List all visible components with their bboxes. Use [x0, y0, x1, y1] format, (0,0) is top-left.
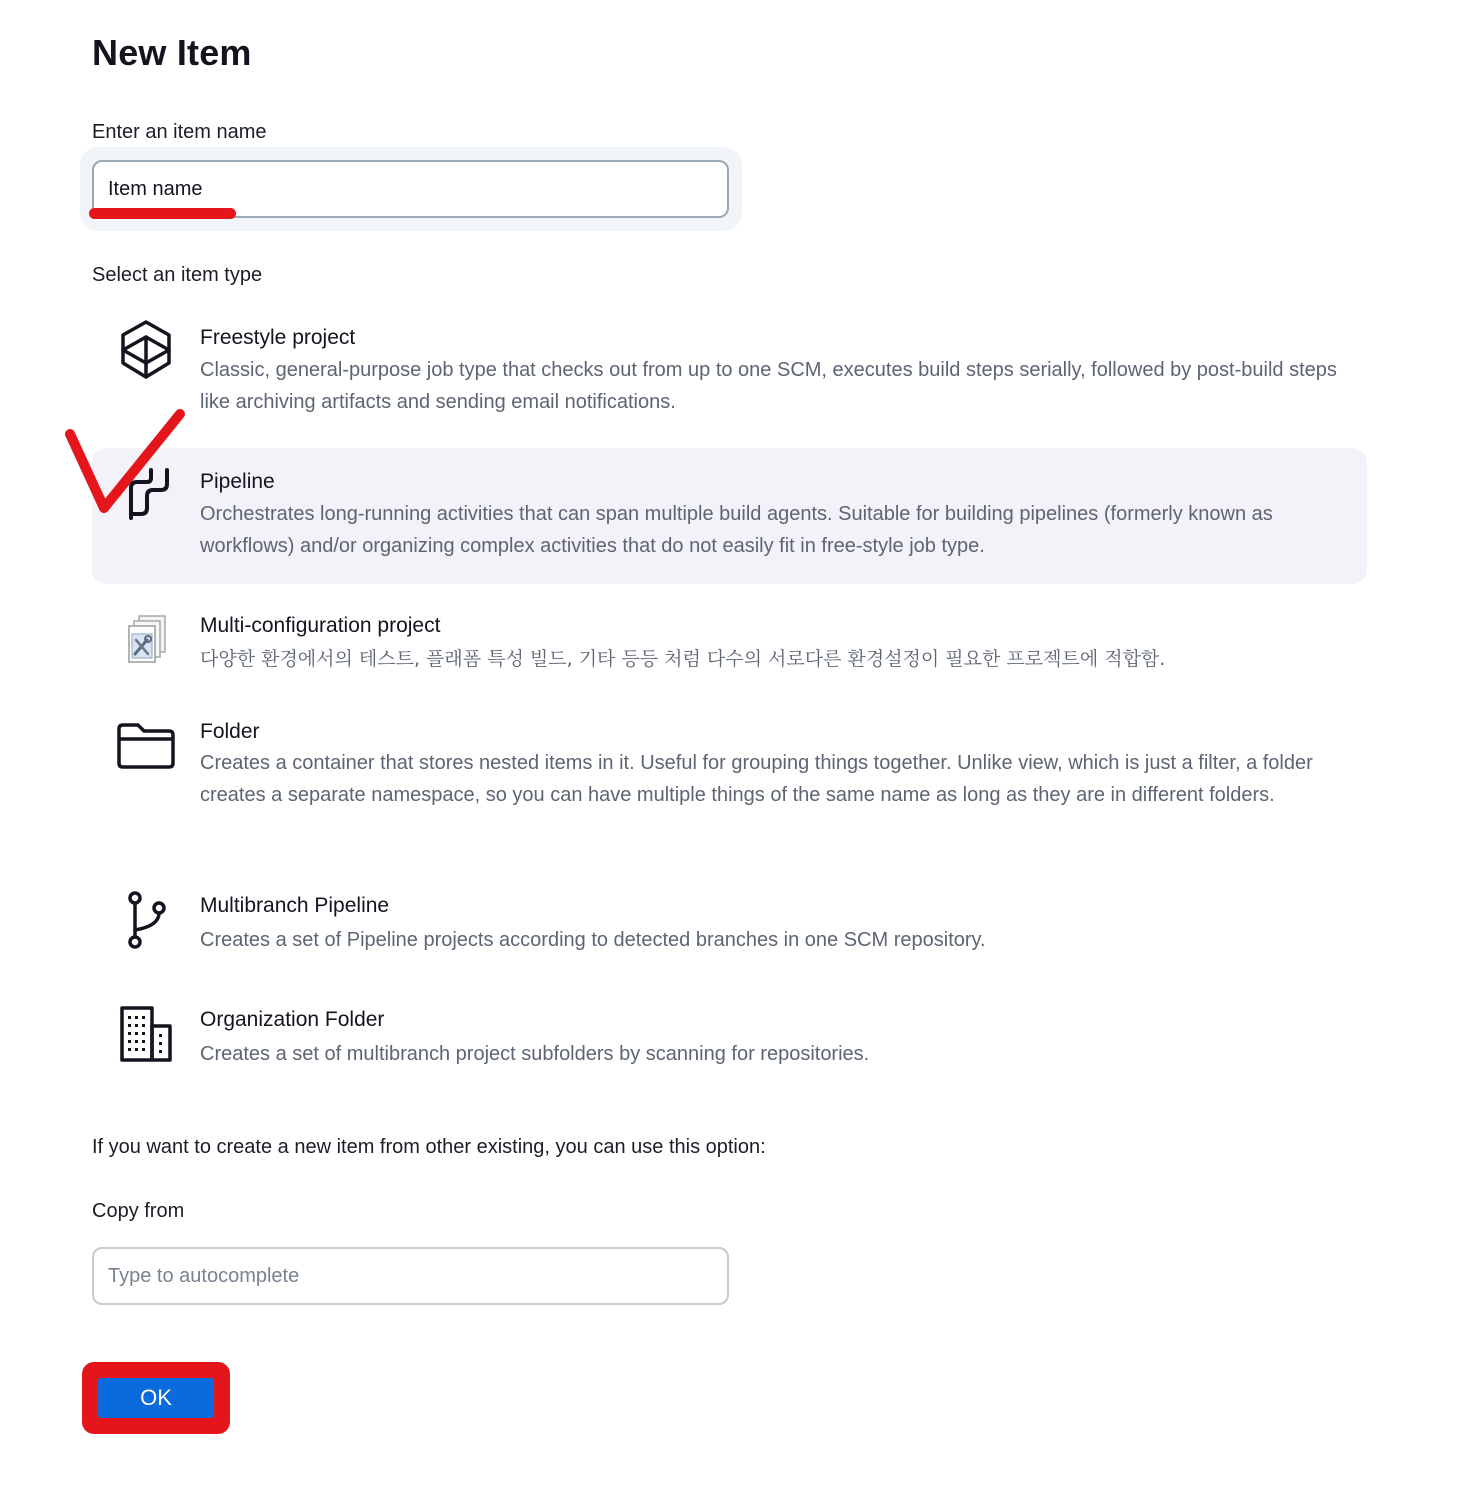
item-type-description: 다양한 환경에서의 테스트, 플래폼 특성 빌드, 기타 등등 처럼 다수의 서로다른 환경설정이 필요한 프로젝트에 적합함. — [200, 648, 1166, 670]
item-type-pipeline[interactable] — [92, 448, 1367, 584]
item-type-freestyle[interactable] — [92, 304, 1367, 434]
item-type-multi-configuration[interactable] — [92, 598, 1367, 694]
folder-icon — [116, 716, 176, 776]
item-type-name: Freestyle project — [200, 326, 356, 349]
branch-icon — [116, 890, 176, 950]
copy-from-input[interactable] — [92, 1247, 729, 1305]
item-type-name: Multibranch Pipeline — [200, 894, 390, 917]
item-type-folder[interactable] — [92, 700, 1367, 866]
item-type-name: Folder — [200, 720, 260, 743]
item-type-description: Creates a container that stores nested items in it. Useful for grouping things together. Unlike view, which is just a filter, a folder creates a separate namespace, so you can have multiple things of the same name as long as they are in different folders. — [200, 752, 1313, 806]
item-type-description: Creates a set of multibranch project subfolders by scanning for repositories. — [200, 1043, 870, 1065]
item-type-label: Select an item type — [92, 264, 263, 286]
item-type-organization-folder[interactable] — [92, 994, 1367, 1094]
item-type-description: Creates a set of Pipeline projects according to detected branches in one SCM repository. — [200, 929, 986, 951]
item-type-description: Orchestrates long-running activities that can span multiple build agents. Suitable for building pipelines (formerly known as workflows) and/or organizing complex activities that do not easily fit in free-style job type. — [200, 503, 1273, 557]
item-type-description: Classic, general-purpose job type that checks out from up to one SCM, executes build steps serially, followed by post-build steps like archiving artifacts and sending email notifications. — [200, 359, 1337, 413]
copy-from-label: Copy from — [92, 1200, 185, 1222]
building-icon — [116, 1004, 176, 1064]
page-title: New Item — [92, 32, 252, 73]
item-type-multibranch-pipeline[interactable] — [92, 880, 1367, 980]
item-type-name: Organization Folder — [200, 1008, 385, 1031]
cube-icon — [116, 320, 176, 380]
multi-config-icon — [116, 612, 176, 672]
item-type-name: Pipeline — [200, 470, 275, 493]
item-type-name: Multi-configuration project — [200, 614, 441, 637]
copy-from-note: If you want to create a new item from other existing, you can use this option: — [92, 1136, 766, 1158]
annotation-underline — [89, 208, 236, 219]
item-name-label: Enter an item name — [92, 121, 267, 143]
ok-button[interactable]: OK — [98, 1378, 214, 1418]
annotation-checkmark — [62, 404, 192, 524]
